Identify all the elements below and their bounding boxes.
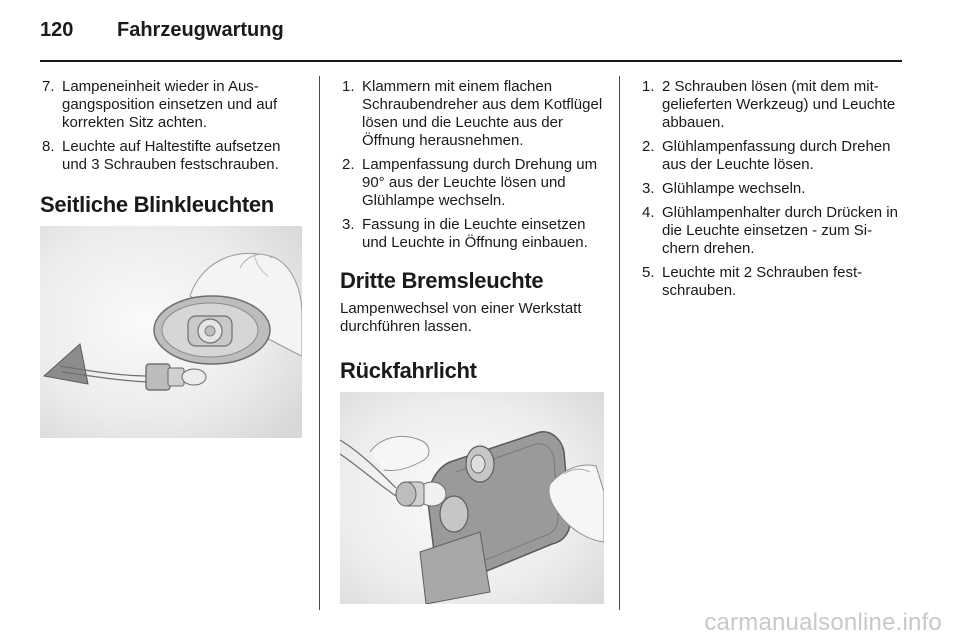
step-number: 5. <box>642 264 655 281</box>
reversing-light-illustration <box>340 392 604 604</box>
step-text: Glühlampe wechseln. <box>662 180 806 197</box>
step-number: 1. <box>342 78 355 95</box>
step-text: Lampeneinheit wieder in Ausgangsposition einsetzen und auf korrekten Sitz achten. <box>62 78 278 131</box>
step-number: 7. <box>42 78 55 95</box>
step-item <box>340 156 604 210</box>
chapter-title: Fahrzeugwartung <box>117 19 284 41</box>
step-item <box>640 138 902 174</box>
step-list <box>640 78 902 300</box>
column-divider-1 <box>319 76 320 610</box>
step-number: 4. <box>642 204 655 221</box>
step-number: 8. <box>42 138 55 155</box>
step-number: 3. <box>642 180 655 197</box>
step-item <box>340 78 604 150</box>
step-number: 2. <box>342 156 355 173</box>
header-rule <box>40 60 902 62</box>
step-number: 2. <box>642 138 655 155</box>
section-title-third-brake-light: Dritte Bremsleuchte <box>340 268 544 293</box>
page-number: 120 <box>40 19 74 41</box>
step-item <box>640 180 902 198</box>
step-item <box>640 204 902 258</box>
column-1 <box>40 78 302 218</box>
step-text: Leuchte auf Haltestifte aufsetzen und 3 Schrauben festschrauben. <box>62 138 281 173</box>
step-number: 3. <box>342 216 355 233</box>
column-3 <box>640 78 902 306</box>
side-indicator-illustration <box>40 226 302 438</box>
column-divider-2 <box>619 76 620 610</box>
page-header <box>0 0 960 62</box>
section-title-reversing-light: Rückfahrlicht <box>340 358 477 383</box>
step-item <box>340 216 604 252</box>
step-text: Leuchte mit 2 Schrauben festschrauben. <box>662 264 863 299</box>
step-item <box>40 78 302 132</box>
step-text: Klammern mit einem flachen Schraubendreher aus dem Kotflügel lösen und die Leuchte aus der Öffnung herausnehmen. <box>362 78 603 149</box>
step-list <box>340 78 604 252</box>
step-text: Fassung in die Leuchte einsetzen und Leuchte in Öffnung einbauen. <box>362 216 588 251</box>
step-item <box>640 264 902 300</box>
step-item <box>640 78 902 132</box>
step-list <box>40 78 302 174</box>
paragraph-workshop-note: Lampenwechsel von einer Werkstatt durchführen lassen. <box>340 300 582 335</box>
watermark: carmanualsonline.info <box>704 609 942 636</box>
step-text: Lampenfassung durch Drehung um 90° aus der Leuchte lösen und Glühlampe wechseln. <box>362 156 598 209</box>
step-text: Glühlampenfassung durch Drehen aus der Leuchte lösen. <box>662 138 891 173</box>
step-text: Glühlampenhalter durch Drücken in die Leuchte einsetzen - zum Sichern drehen. <box>662 204 898 257</box>
section-title-side-indicators: Seitliche Blinkleuchten <box>40 192 274 217</box>
step-item <box>40 138 302 174</box>
step-text: 2 Schrauben lösen (mit dem mitgelieferten Werkzeug) und Leuchte abbauen. <box>662 78 896 131</box>
step-number: 1. <box>642 78 655 95</box>
column-2 <box>340 78 604 384</box>
